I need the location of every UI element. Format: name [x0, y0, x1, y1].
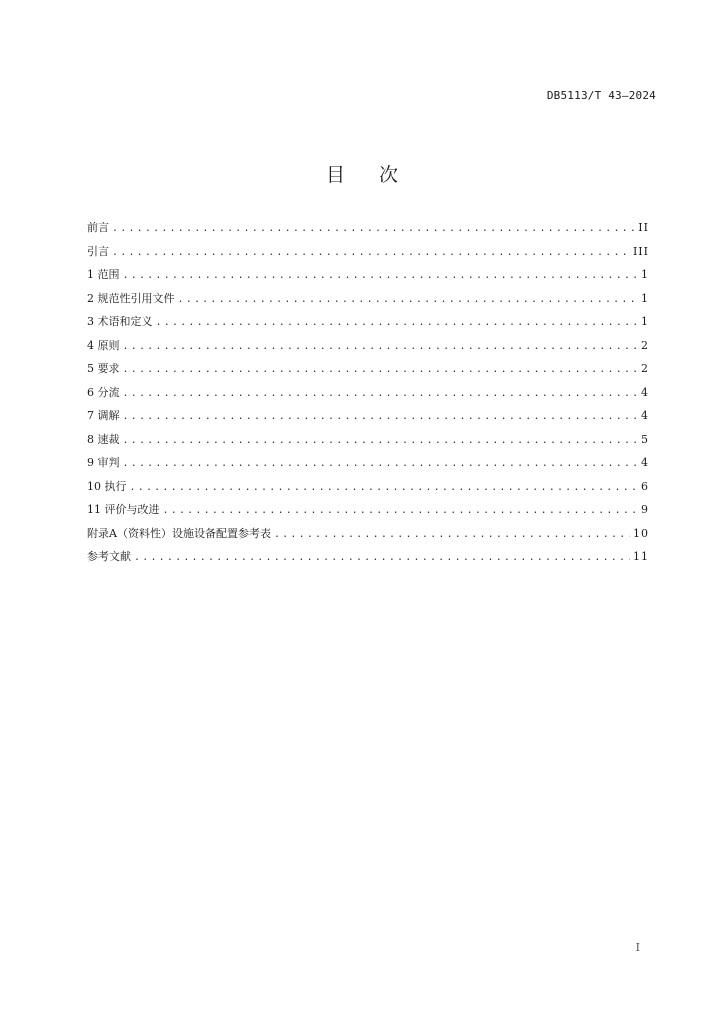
footer-page-number: I [635, 941, 640, 954]
toc-dot-leader [123, 341, 639, 352]
toc-entry-trial[interactable] [87, 454, 649, 478]
toc-dot-leader [123, 458, 639, 469]
toc-entry-page: II [638, 221, 649, 234]
toc-dot-leader [274, 529, 630, 540]
toc-entry-label: 3 术语和定义 [87, 315, 153, 328]
toc-entry-page: 2 [641, 362, 649, 375]
table-of-contents [87, 219, 649, 572]
toc-entry-page: 10 [633, 526, 649, 540]
toc-entry-label: 11 评价与改进 [87, 503, 160, 516]
toc-entry-label: 9 审判 [87, 456, 120, 469]
toc-entry-scope[interactable] [87, 266, 649, 290]
toc-entry-introduction[interactable] [87, 243, 649, 267]
toc-dot-leader [112, 247, 630, 258]
toc-entry-execution[interactable] [87, 478, 649, 502]
toc-entry-page: 2 [641, 338, 649, 352]
toc-entry-label: 4 原则 [87, 338, 120, 352]
toc-dot-leader [123, 435, 639, 446]
toc-entry-label: 8 速裁 [87, 432, 120, 446]
toc-entry-label: 附录A（资料性）设施设备配置参考表 [87, 526, 271, 540]
toc-entry-page: 1 [641, 268, 649, 281]
toc-entry-diversion[interactable] [87, 384, 649, 408]
toc-entry-label: 6 分流 [87, 385, 120, 399]
toc-entry-requirements[interactable] [87, 360, 649, 384]
toc-entry-page: 11 [633, 550, 649, 563]
toc-dot-leader [112, 223, 635, 234]
toc-dot-leader [163, 505, 639, 516]
toc-dot-leader [123, 364, 639, 375]
toc-entry-label: 1 范围 [87, 268, 120, 281]
toc-entry-principles[interactable] [87, 337, 649, 361]
document-code: DB5113/T 43—2024 [546, 89, 656, 102]
toc-entry-page: 1 [641, 291, 649, 305]
toc-dot-leader [134, 552, 630, 563]
toc-entry-appendix-a[interactable] [87, 525, 649, 549]
toc-entry-label: 引言 [87, 244, 109, 258]
toc-entry-page: 4 [641, 409, 649, 422]
toc-entry-label: 前言 [87, 221, 109, 234]
toc-entry-page: 4 [641, 456, 649, 469]
toc-entry-page: III [632, 244, 649, 258]
toc-entry-terms-definitions[interactable] [87, 313, 649, 337]
toc-entry-foreword[interactable] [87, 219, 649, 243]
toc-entry-page: 5 [641, 432, 649, 446]
toc-entry-mediation[interactable] [87, 407, 649, 431]
toc-entry-label: 参考文献 [87, 550, 131, 563]
toc-entry-page: 6 [641, 479, 649, 493]
toc-dot-leader [156, 317, 639, 328]
toc-entry-page: 9 [641, 503, 649, 516]
toc-entry-bibliography[interactable] [87, 548, 649, 572]
toc-entry-fast-track[interactable] [87, 431, 649, 455]
toc-dot-leader [123, 270, 639, 281]
toc-entry-label: 10 执行 [87, 479, 127, 493]
toc-dot-leader [178, 294, 639, 305]
toc-entry-page: 4 [641, 385, 649, 399]
toc-dot-leader [123, 411, 639, 422]
toc-dot-leader [123, 388, 639, 399]
toc-entry-evaluation-improvement[interactable] [87, 501, 649, 525]
toc-entry-label: 5 要求 [87, 362, 120, 375]
toc-entry-page: 1 [641, 315, 649, 328]
page-title: 目次 [325, 164, 432, 186]
toc-dot-leader [130, 482, 639, 493]
toc-entry-label: 2 规范性引用文件 [87, 291, 175, 305]
toc-entry-label: 7 调解 [87, 409, 120, 422]
toc-entry-normative-references[interactable] [87, 290, 649, 314]
